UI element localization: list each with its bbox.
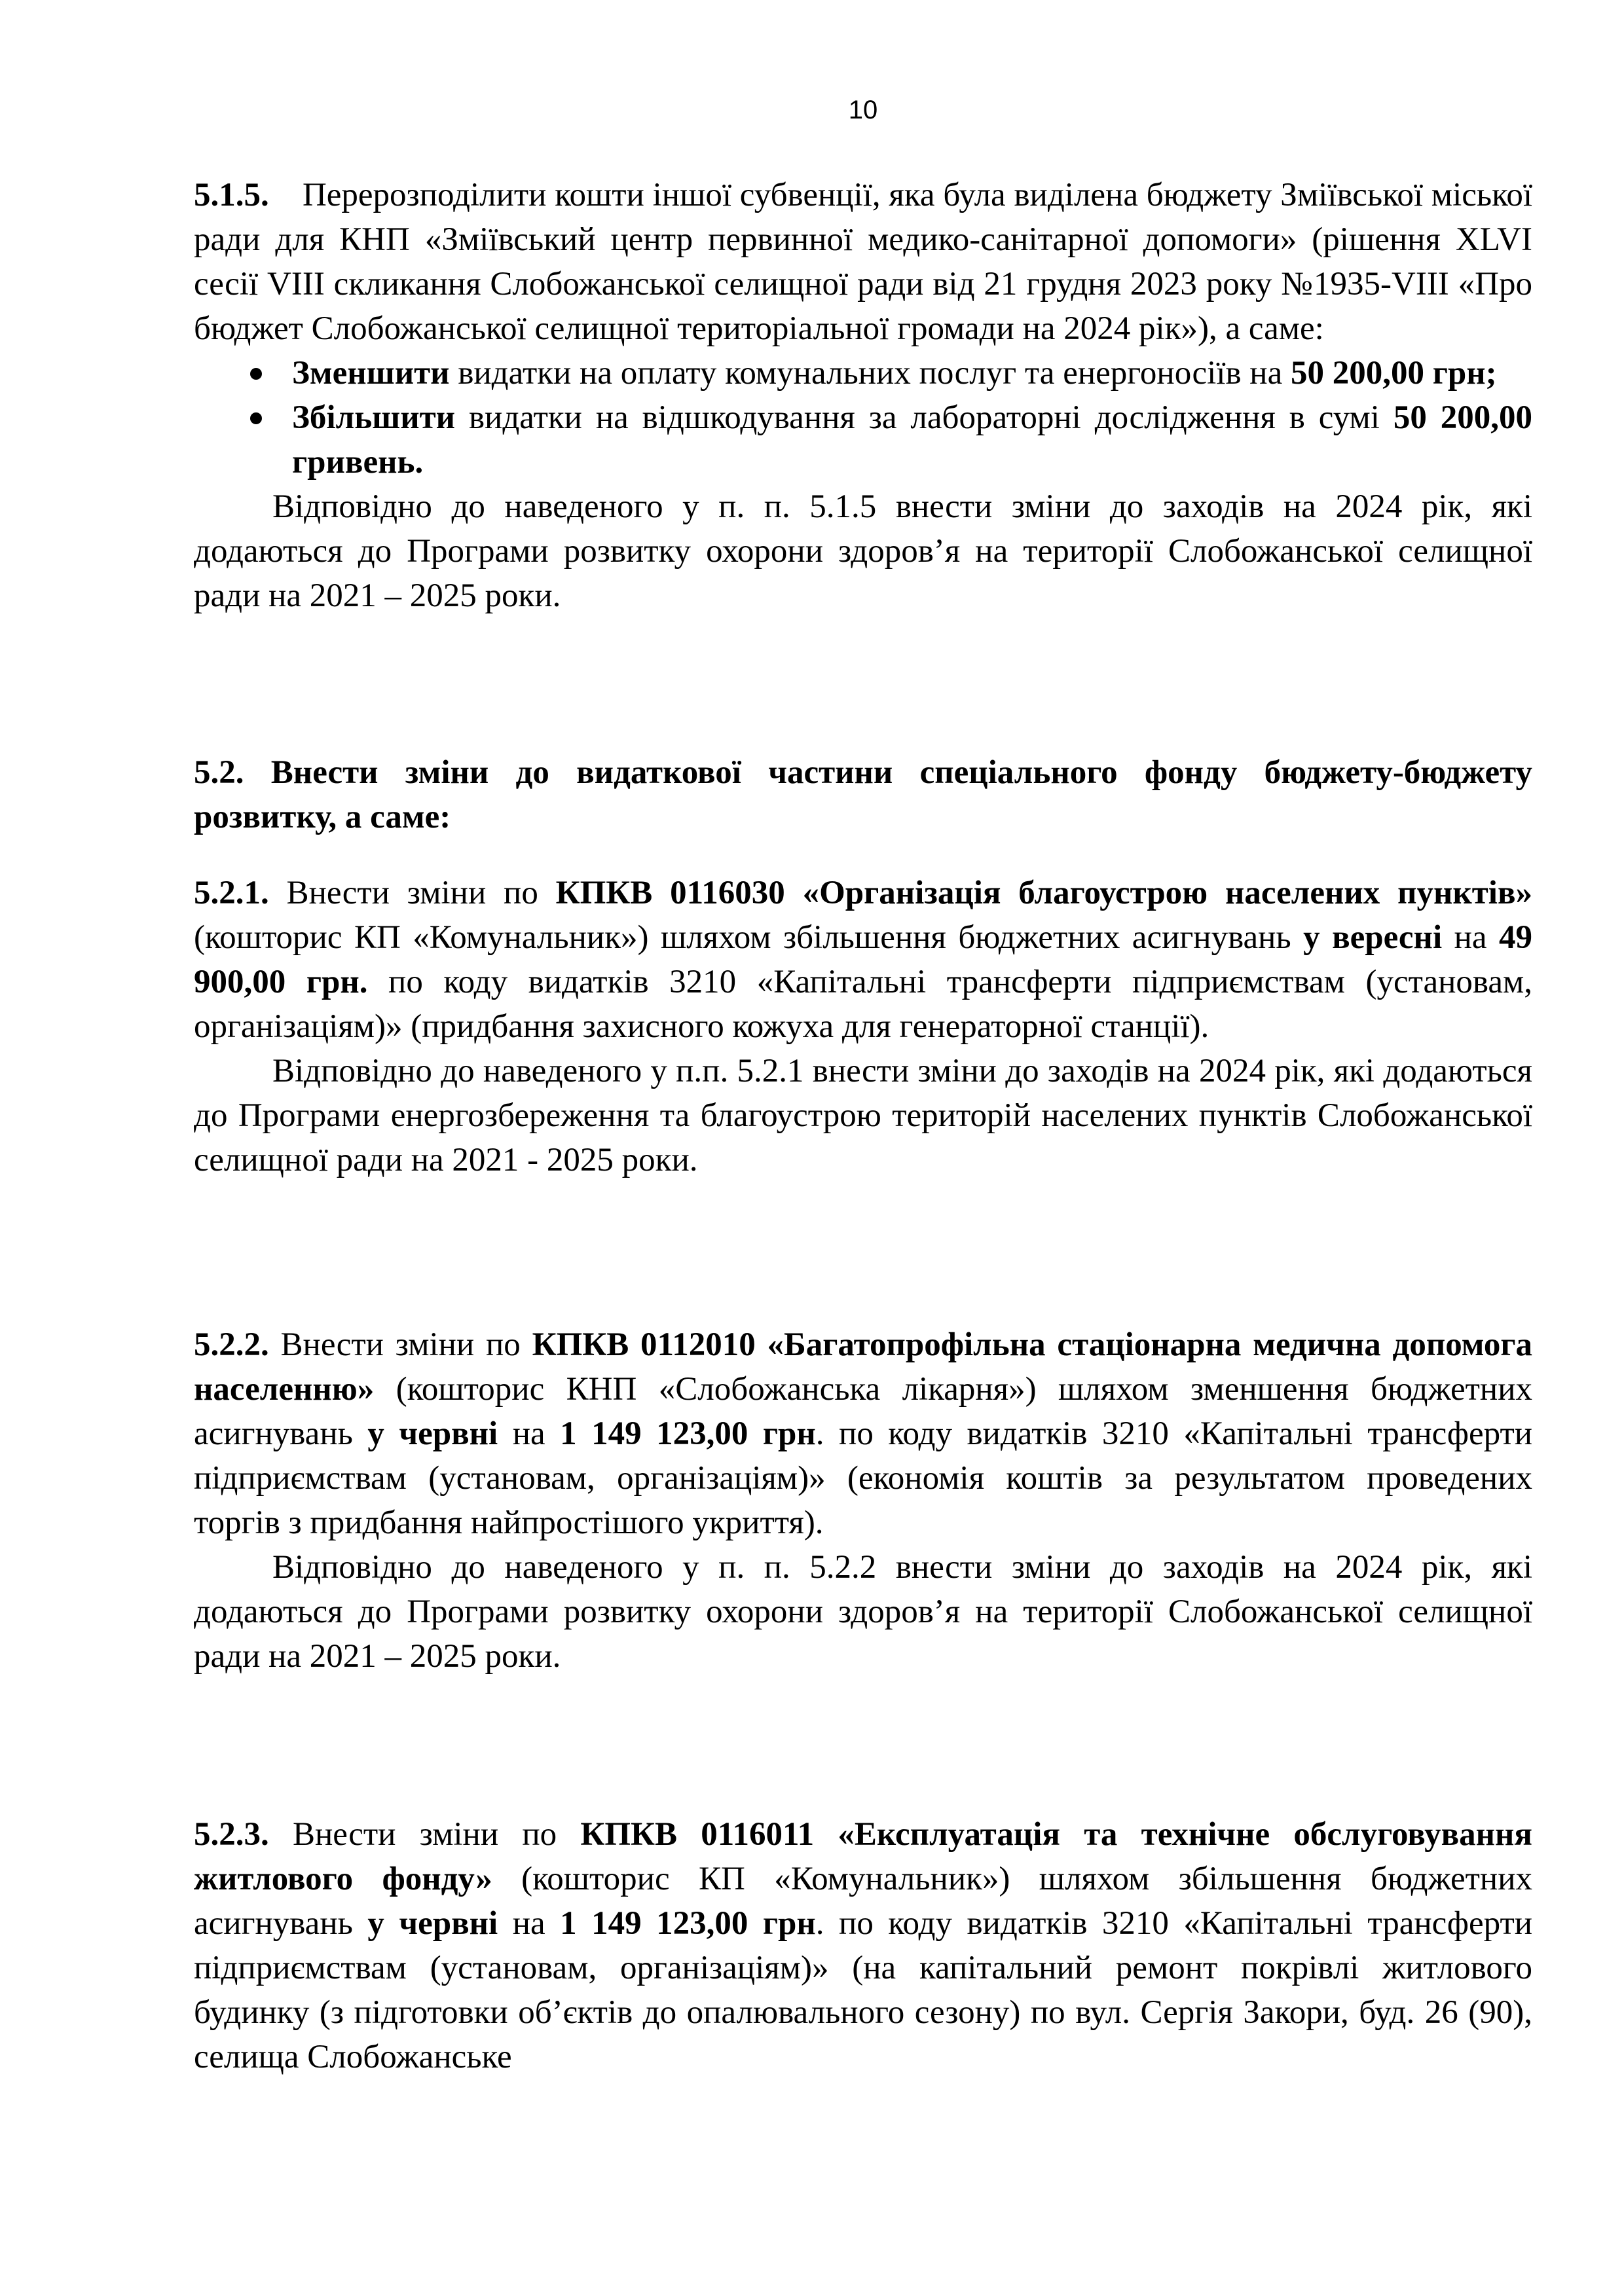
amount: 1 149 123,00 грн: [560, 1905, 816, 1942]
list-item-action: Зменшити: [292, 355, 450, 392]
list-item: [194, 351, 1532, 395]
section-5-1-5-paragraph: [194, 173, 1532, 351]
amount: 1 149 123,00 грн: [560, 1415, 816, 1452]
section-5-2-3-paragraph: 5.2.3. Внести зміни по КПКВ 0116011 «Експлуатація та технічне обслуговування житлового фонду» (кошторис КП «Комунальник») шляхом збільшення бюджетних асигнувань у червні на 1 149 123,00 грн. по коду видатків 3210 «Капітальні трансферти підприємствам (установам, організаціям)» (на капітальний ремонт покрівлі житлового будинку (з підготовки об’єктів до опалювального сезону) по вул. Сергія Закори, буд. 26 (90), селища Слобожанське: [194, 1816, 1533, 2075]
amount: 49 900,00 грн.: [194, 919, 1532, 1000]
section-number: 5.2.1.: [194, 875, 269, 911]
section-5-2-2: [194, 1322, 1532, 1679]
page-number: 10: [848, 96, 878, 124]
budget-code: КПКВ 0116011 «Експлуатація та технічне обслуговування житлового фонду»: [194, 1816, 1532, 1897]
section-5-1-5: [194, 173, 1532, 618]
month: у вересні: [1303, 919, 1443, 956]
section-5-2-2-paragraph: 5.2.2. Внести зміни по КПКВ 0112010 «Багатопрофільна стаціонарна медична допомога населенню» (кошторис КНП «Слобожанська лікарня») шляхом зменшення бюджетних асигнувань у червні на 1 149 123,00 грн. по коду видатків 3210 «Капітальні трансферти підприємствам (установам, організаціям)» (економія коштів за результатом проведених торгів з придбання найпростішого укриття).: [194, 1326, 1533, 1541]
section-number: 5.2.3.: [194, 1816, 269, 1853]
section-note: Відповідно до наведеного у п.п. 5.2.1 внести зміни до заходів на 2024 рік, які додаються до Програми енергозбереження та благоустрою територій населених пунктів Слобожанської селищної ради на 2021 - 2025 роки.: [194, 1053, 1532, 1178]
document-page: [194, 0, 1532, 2296]
section-5-2-1: [194, 871, 1532, 1182]
list-item-text: видатки на відшкодування за лабораторні дослідження в сумі: [455, 399, 1393, 436]
section-text: Перерозподілити кошти іншої субвенції, яка була виділена бюджету Зміївської міської ради для КНП «Зміївський центр первинної медико-санітарної допомоги» (рішення XLVI сесії VIII скликання Слобожанської селищної ради від 21 грудня 2023 року №1935-VIII «Про бюджет Слобожанської селищної територіальної громади на 2024 рік»), а саме:: [194, 177, 1532, 347]
bullet-icon: [250, 412, 262, 424]
section-number: 5.2.2.: [194, 1326, 269, 1363]
bullet-icon: [250, 368, 262, 380]
section-5-2-3: [194, 1812, 1532, 2079]
section-5-2-1-paragraph: 5.2.1. Внести зміни по КПКВ 0116030 «Організація благоустрою населених пунктів» (кошторис КП «Комунальник») шляхом збільшення бюджетних асигнувань у вересні на 49 900,00 грн. по коду видатків 3210 «Капітальні трансферти підприємствам (установам, організаціям)» (придбання захисного кожуха для генераторної станції).: [194, 875, 1532, 1045]
section-heading: 5.2. Внести зміни до видаткової частини спеціального фонду бюджету-бюджету розвитку, а саме:: [194, 754, 1532, 835]
section-note: Відповідно до наведеного у п. п. 5.1.5 внести зміни до заходів на 2024 рік, які додаються до Програми розвитку охорони здоров’я на території Слобожанської селищної ради на 2021 – 2025 роки.: [194, 488, 1532, 614]
list-item-text: видатки на оплату комунальних послуг та енергоносіїв на: [449, 355, 1291, 392]
section-number: 5.1.5.: [194, 177, 269, 213]
list-item: [194, 395, 1532, 484]
list-item-amount: 50 200,00 грн;: [1290, 355, 1497, 392]
budget-code: КПКВ 0116030 «Організація благоустрою населених пунктів»: [555, 875, 1532, 911]
section-5-2: [194, 750, 1532, 839]
month: у червні: [367, 1905, 498, 1942]
budget-code: КПКВ 0112010 «Багатопрофільна стаціонарна медична допомога населенню»: [194, 1326, 1532, 1408]
month: у червні: [367, 1415, 498, 1452]
list-item-action: Збільшити: [292, 399, 456, 436]
section-note: Відповідно до наведеного у п. п. 5.2.2 внести зміни до заходів на 2024 рік, які додаються до Програми розвитку охорони здоров’я на території Слобожанської селищної ради на 2021 – 2025 роки.: [194, 1549, 1532, 1675]
list-item-amount: 50 200,00 гривень.: [292, 399, 1533, 481]
change-list: [194, 351, 1532, 484]
